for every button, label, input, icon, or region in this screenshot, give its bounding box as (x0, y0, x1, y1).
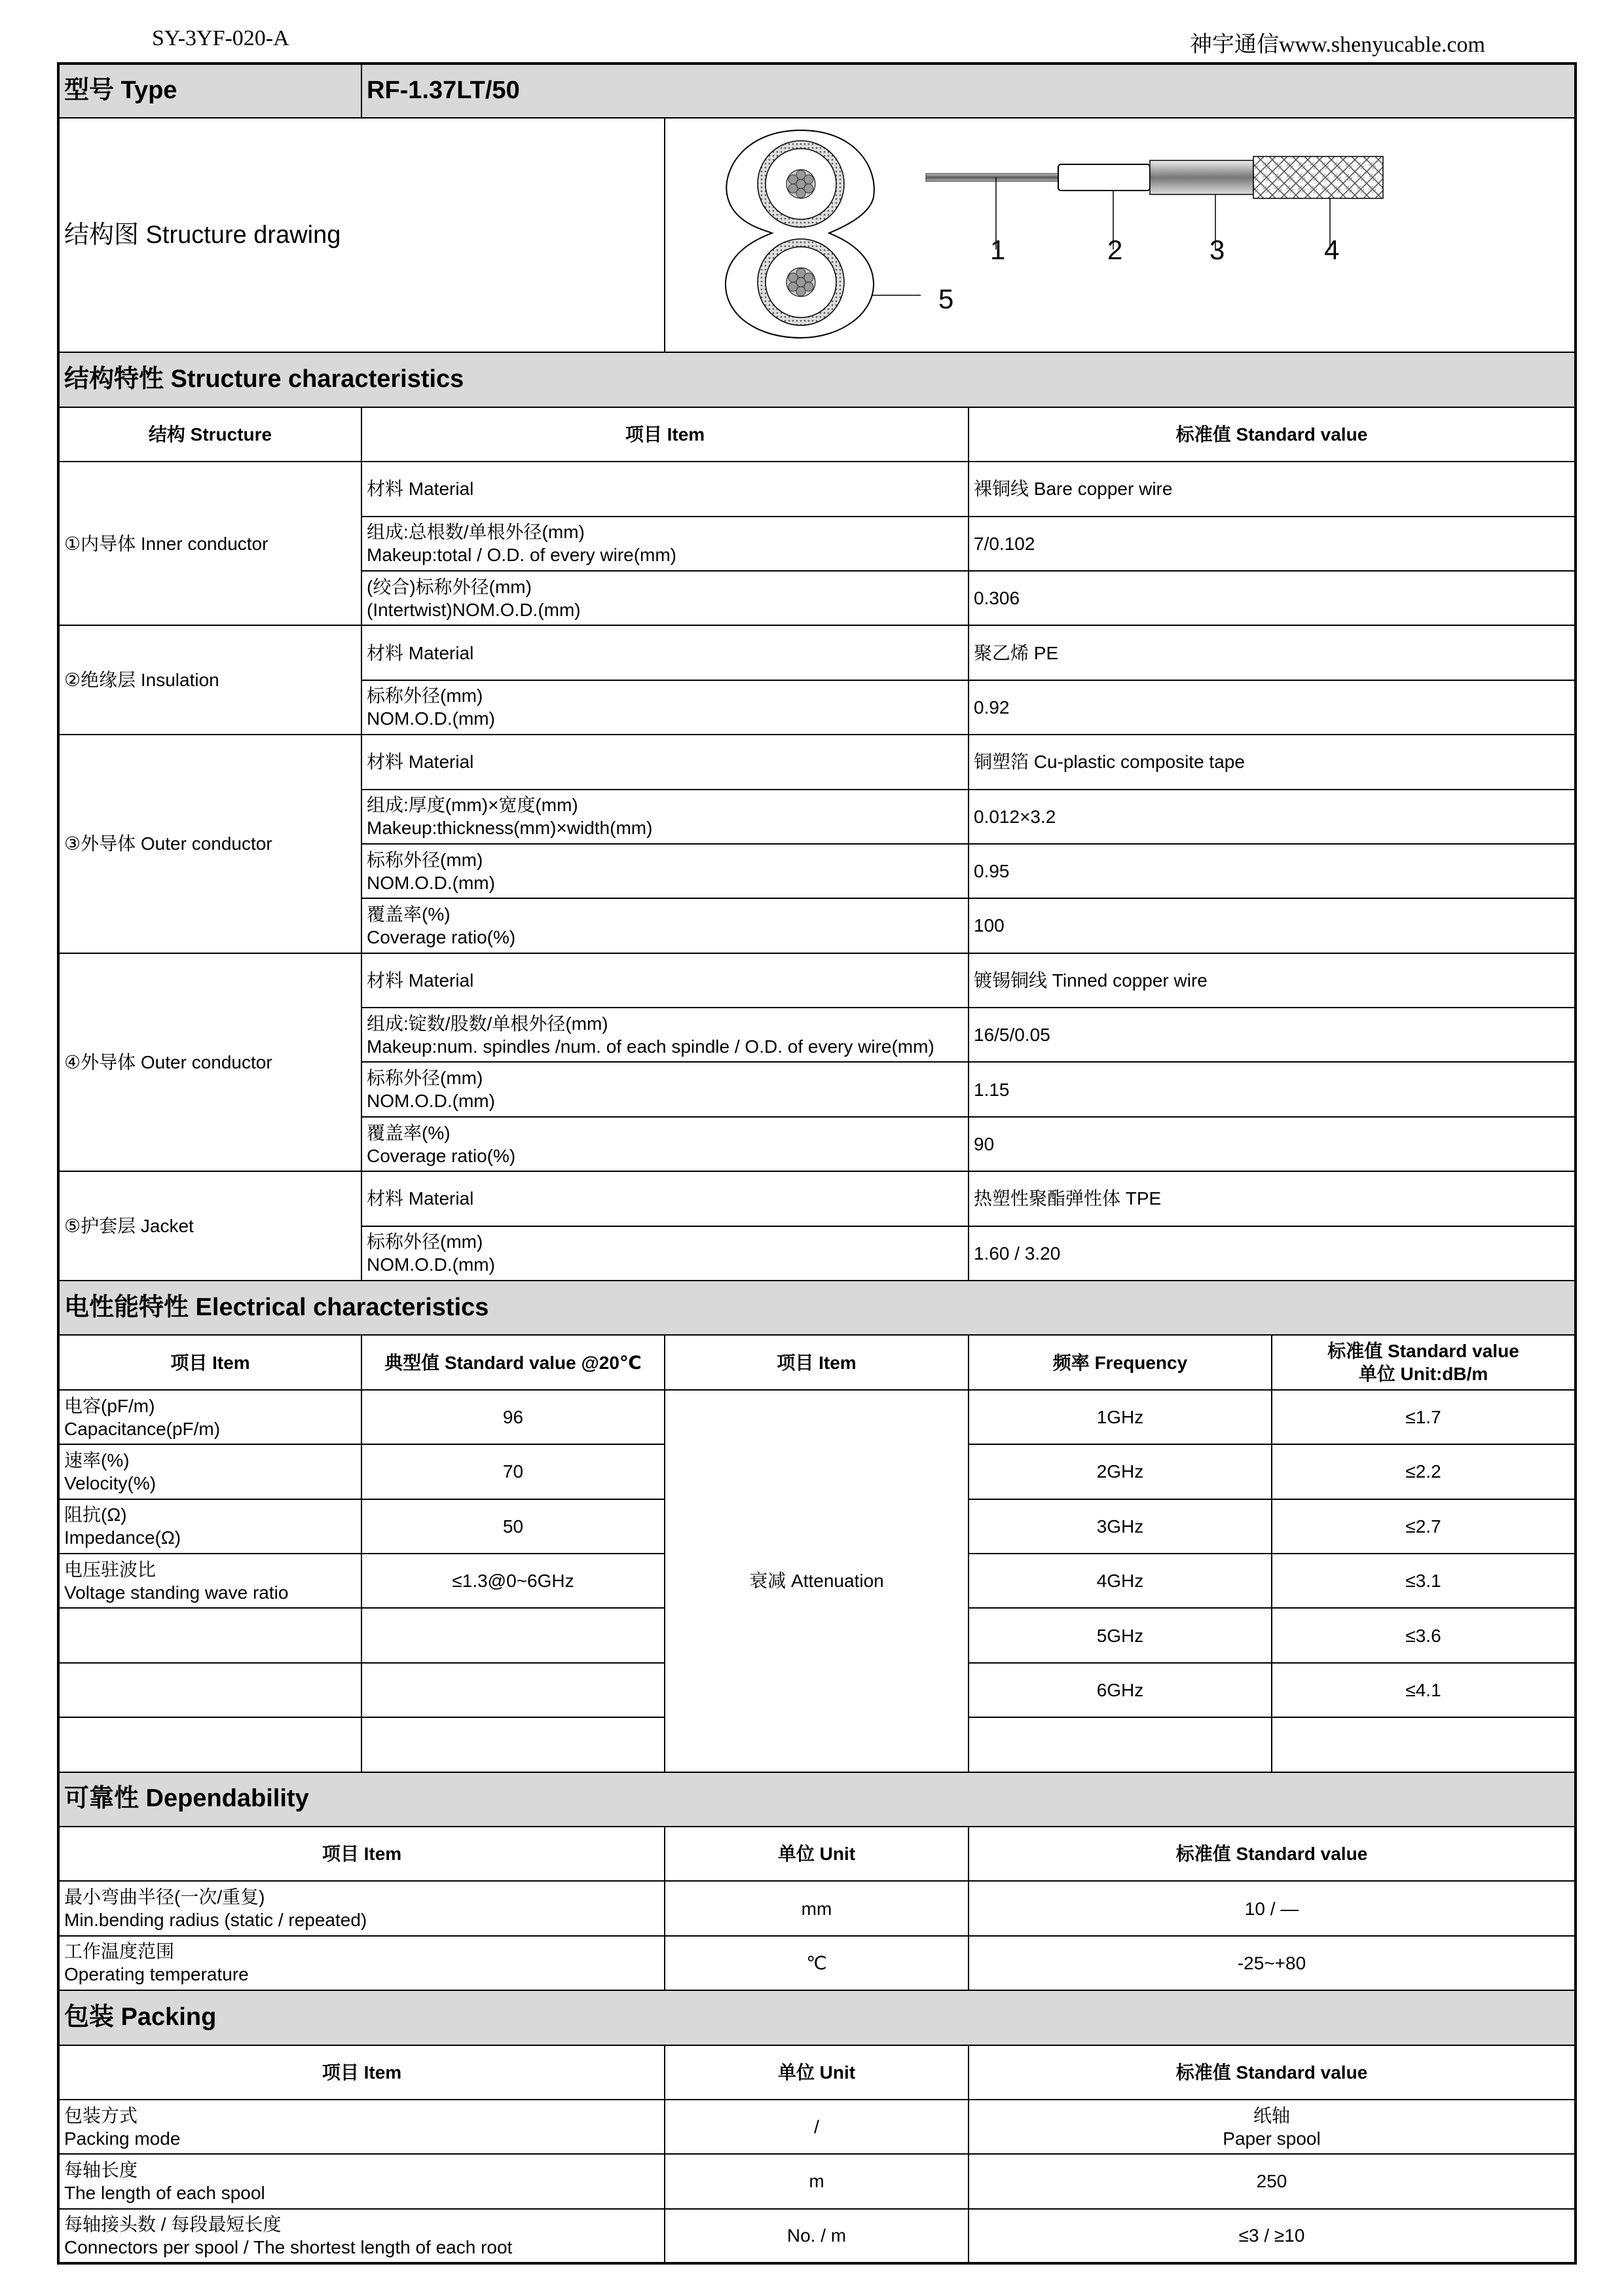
electrical-item (58, 1608, 361, 1662)
dependability-section-title (58, 1772, 1576, 1827)
electrical-item-line: 电容(pF/m) (64, 1395, 155, 1416)
electrical-item-line: Velocity(%) (64, 1472, 157, 1493)
upper-conductor (758, 141, 844, 227)
structure-group-name: ④外导体 Outer conductor (58, 953, 361, 1172)
callout-2: 2 (1107, 234, 1123, 266)
electrical-item-line: Capacitance(pF/m) (64, 1418, 221, 1439)
electrical-typical-value: ≤1.3@0~6GHz (361, 1554, 665, 1608)
item-col-header: 项目 Item (361, 407, 969, 462)
structure-item (361, 953, 969, 1008)
electrical-body (58, 1390, 1576, 1772)
structure-value: 0.92 (969, 680, 1576, 735)
frequency-value: 3GHz (969, 1499, 1272, 1554)
cable-layers (872, 156, 1383, 295)
packing-item-line: 每轴长度 (64, 2159, 138, 2180)
structure-item-line: NOM.O.D.(mm) (367, 708, 495, 729)
structure-item-line: (绞合)标称外径(mm) (367, 576, 532, 597)
dependability-body (58, 1881, 1576, 1990)
structure-row (58, 735, 1576, 789)
packing-item-line: Connectors per spool / The shortest length of each root (64, 2236, 513, 2257)
structure-item (361, 1171, 969, 1226)
structure-item-line: NOM.O.D.(mm) (367, 1091, 495, 1112)
structure-item-line: 覆盖率(%) (367, 1122, 451, 1143)
structure-item-line: 标称外径(mm) (367, 685, 483, 706)
company-website: 神宇通信www.shenyucable.com (1189, 33, 1485, 57)
callout-3: 3 (1209, 234, 1225, 266)
structure-item (361, 625, 969, 680)
structure-section-title (58, 352, 1576, 407)
packing-row (58, 2100, 1576, 2154)
drawing-label: 结构图 Structure drawing (58, 118, 665, 352)
packing-title: 包装 Packing (58, 1990, 1576, 2045)
structure-value: 7/0.102 (969, 517, 1576, 571)
callout-5: 5 (938, 283, 954, 315)
callout-4: 4 (1324, 234, 1340, 266)
attenuation-label: 衰减 Attenuation (665, 1390, 969, 1772)
packing-value (969, 2154, 1576, 2208)
structure-item-line: Makeup:num. spindles /num. of each spindle / O.D. of every wire(mm) (367, 1036, 934, 1057)
attenuation-value: ≤2.7 (1272, 1499, 1576, 1554)
packing-item (58, 2154, 665, 2208)
electrical-header-row (58, 1335, 1576, 1389)
dependability-item (58, 1936, 665, 1990)
structure-row (58, 625, 1576, 680)
electrical-title: 电性能特性 Electrical characteristics (58, 1281, 1576, 1335)
structure-item-line: Coverage ratio(%) (367, 1145, 516, 1166)
elec-frequency-header: 频率 Frequency (969, 1335, 1272, 1389)
packing-item-line: 包装方式 (64, 2105, 138, 2126)
packing-unit: m (665, 2154, 969, 2208)
electrical-section-title (58, 1281, 1576, 1335)
dependability-item-line: Min.bending radius (static / repeated) (64, 1910, 367, 1931)
electrical-typical-value (361, 1608, 665, 1662)
packing-value-line: 纸轴 (1253, 2105, 1291, 2126)
frequency-value: 6GHz (969, 1663, 1272, 1717)
electrical-typical-value (361, 1717, 665, 1772)
electrical-typical-value: 70 (361, 1444, 665, 1499)
packing-row (58, 2209, 1576, 2263)
structure-value: 裸铜线 Bare copper wire (969, 462, 1576, 516)
packing-row (58, 2154, 1576, 2208)
structure-value: 铜塑箔 Cu-plastic composite tape (969, 735, 1576, 789)
structure-value: 聚乙烯 PE (969, 625, 1576, 680)
attenuation-value (1272, 1717, 1576, 1772)
structure-item-line: 材料 Material (367, 642, 474, 663)
electrical-typical-value (361, 1663, 665, 1717)
structure-value: 1.15 (969, 1062, 1576, 1116)
electrical-typical-value: 96 (361, 1390, 665, 1444)
value-col-header: 标准值 Standard value (969, 407, 1576, 462)
electrical-item (58, 1499, 361, 1554)
structure-title: 结构特性 Structure characteristics (58, 352, 1576, 407)
structure-body (58, 462, 1576, 1281)
structure-item-line: NOM.O.D.(mm) (367, 1254, 495, 1275)
structure-row (58, 1171, 1576, 1226)
spec-table (57, 62, 1577, 2265)
packing-body (58, 2100, 1576, 2263)
dep-item-header: 项目 Item (58, 1827, 665, 1881)
structure-item (361, 1008, 969, 1062)
dependability-unit: ℃ (665, 1936, 969, 1990)
structure-item-line: Makeup:thickness(mm)×width(mm) (367, 818, 653, 839)
type-row (58, 64, 1576, 118)
dependability-item-line: Operating temperature (64, 1964, 249, 1985)
structure-item (361, 735, 969, 789)
packing-value-line: Paper spool (1223, 2128, 1321, 2149)
packing-section-title (58, 1990, 1576, 2045)
structure-value: 镀锡铜线 Tinned copper wire (969, 953, 1576, 1008)
structure-value: 100 (969, 898, 1576, 953)
structure-item-line: 材料 Material (367, 970, 474, 991)
document-code: SY-3YF-020-A (152, 26, 289, 50)
structure-item-line: 材料 Material (367, 752, 474, 773)
pack-value-header: 标准值 Standard value (969, 2045, 1576, 2100)
electrical-item (58, 1444, 361, 1499)
structure-value: 0.306 (969, 571, 1576, 625)
electrical-item-line: 阻抗(Ω) (64, 1504, 127, 1525)
dependability-value-line: -25~+80 (1237, 1952, 1306, 1973)
packing-item (58, 2209, 665, 2263)
packing-value-line: ≤3 / ≥10 (1238, 2225, 1305, 2246)
structure-value: 16/5/0.05 (969, 1008, 1576, 1062)
structure-item (361, 1226, 969, 1281)
callout-1: 1 (990, 234, 1006, 266)
frequency-value: 1GHz (969, 1390, 1272, 1444)
electrical-item (58, 1717, 361, 1772)
frequency-value: 2GHz (969, 1444, 1272, 1499)
packing-item-line: Packing mode (64, 2128, 181, 2149)
structure-item-line: 材料 Material (367, 1188, 474, 1209)
pack-item-header: 项目 Item (58, 2045, 665, 2100)
structure-item-line: NOM.O.D.(mm) (367, 872, 495, 893)
structure-item (361, 571, 969, 625)
attenuation-value: ≤3.6 (1272, 1608, 1576, 1662)
structure-item-line: Makeup:total / O.D. of every wire(mm) (367, 545, 677, 566)
dependability-value (969, 1881, 1576, 1935)
figure-eight-cross-section (726, 130, 874, 338)
elec-standard-header-line1: 标准值 Standard value (1327, 1341, 1519, 1362)
drawing-row (58, 118, 1576, 352)
structure-row (58, 462, 1576, 516)
elec-standard-header (1272, 1335, 1576, 1389)
dependability-row (58, 1936, 1576, 1990)
dependability-unit: mm (665, 1881, 969, 1935)
structure-item (361, 462, 969, 516)
structure-item-line: 标称外径(mm) (367, 849, 483, 870)
electrical-typical-value: 50 (361, 1499, 665, 1554)
structure-item-line: Coverage ratio(%) (367, 926, 516, 947)
electrical-row (58, 1390, 1576, 1444)
elec-standard-header-line2: 单位 Unit:dB/m (1358, 1364, 1488, 1385)
structure-item (361, 844, 969, 898)
dependability-header-row (58, 1827, 1576, 1881)
structure-item (361, 1117, 969, 1171)
electrical-item-line: 电压驻波比 (64, 1559, 157, 1580)
dependability-value-line: 10 / — (1244, 1898, 1299, 1919)
frequency-value (969, 1717, 1272, 1772)
structure-value: 90 (969, 1117, 1576, 1171)
attenuation-value: ≤1.7 (1272, 1390, 1576, 1444)
packing-value (969, 2100, 1576, 2154)
structure-value: 1.60 / 3.20 (969, 1226, 1576, 1281)
attenuation-value: ≤4.1 (1272, 1663, 1576, 1717)
structure-item-line: (Intertwist)NOM.O.D.(mm) (367, 599, 581, 620)
lower-conductor (758, 239, 844, 325)
structure-item-line: 组成:总根数/单根外径(mm) (367, 522, 585, 543)
structure-item (361, 898, 969, 953)
structure-item-line: 材料 Material (367, 479, 474, 500)
structure-value: 0.012×3.2 (969, 790, 1576, 844)
packing-unit: / (665, 2100, 969, 2154)
dependability-item-line: 最小弯曲半径(一次/重复) (64, 1887, 265, 1908)
structure-group-name: ③外导体 Outer conductor (58, 735, 361, 953)
dep-unit-header: 单位 Unit (665, 1827, 969, 1881)
structure-value: 热塑性聚酯弹性体 TPE (969, 1171, 1576, 1226)
elec-item2-header: 项目 Item (665, 1335, 969, 1389)
type-label: 型号 Type (58, 64, 361, 118)
structure-col-header: 结构 Structure (58, 407, 361, 462)
packing-value (969, 2209, 1576, 2263)
structure-item-line: 组成:厚度(mm)×宽度(mm) (367, 795, 578, 816)
dependability-row (58, 1881, 1576, 1935)
dependability-value (969, 1936, 1576, 1990)
dependability-item (58, 1881, 665, 1935)
packing-unit: No. / m (665, 2209, 969, 2263)
structure-item (361, 1062, 969, 1116)
packing-item (58, 2100, 665, 2154)
electrical-item (58, 1390, 361, 1444)
electrical-item-line: Voltage standing wave ratio (64, 1582, 289, 1603)
packing-item-line: The length of each spool (64, 2182, 265, 2203)
pack-unit-header: 单位 Unit (665, 2045, 969, 2100)
structure-group-name: ②绝缘层 Insulation (58, 625, 361, 735)
structure-value: 0.95 (969, 844, 1576, 898)
structure-item (361, 790, 969, 844)
frequency-value: 5GHz (969, 1608, 1272, 1662)
frequency-value: 4GHz (969, 1554, 1272, 1608)
cable-cross-section-and-layers (665, 118, 1572, 346)
structure-row (58, 953, 1576, 1008)
structure-group-name: ⑤护套层 Jacket (58, 1171, 361, 1281)
elec-typical-header: 典型值 Standard value @20℃ (361, 1335, 665, 1389)
structure-drawing (665, 118, 1576, 352)
electrical-item (58, 1554, 361, 1608)
dep-value-header: 标准值 Standard value (969, 1827, 1576, 1881)
electrical-item-line: 速率(%) (64, 1449, 130, 1470)
electrical-item (58, 1663, 361, 1717)
electrical-item-line: Impedance(Ω) (64, 1527, 181, 1548)
structure-item-line: 组成:锭数/股数/单根外径(mm) (367, 1013, 608, 1034)
structure-item-line: 标称外径(mm) (367, 1231, 483, 1252)
structure-item (361, 680, 969, 735)
structure-item-line: 覆盖率(%) (367, 903, 451, 924)
attenuation-value: ≤3.1 (1272, 1554, 1576, 1608)
structure-header-row (58, 407, 1576, 462)
packing-value-line: 250 (1256, 2171, 1287, 2192)
dependability-item-line: 工作温度范围 (64, 1941, 175, 1962)
type-value: RF-1.37LT/50 (361, 64, 1576, 118)
dependability-title: 可靠性 Dependability (58, 1772, 1576, 1827)
packing-header-row (58, 2045, 1576, 2100)
structure-group-name: ①内导体 Inner conductor (58, 462, 361, 625)
packing-item-line: 每轴接头数 / 每段最短长度 (64, 2214, 282, 2234)
attenuation-value: ≤2.2 (1272, 1444, 1576, 1499)
elec-item-header: 项目 Item (58, 1335, 361, 1389)
structure-item-line: 标称外径(mm) (367, 1068, 483, 1089)
structure-item (361, 517, 969, 571)
